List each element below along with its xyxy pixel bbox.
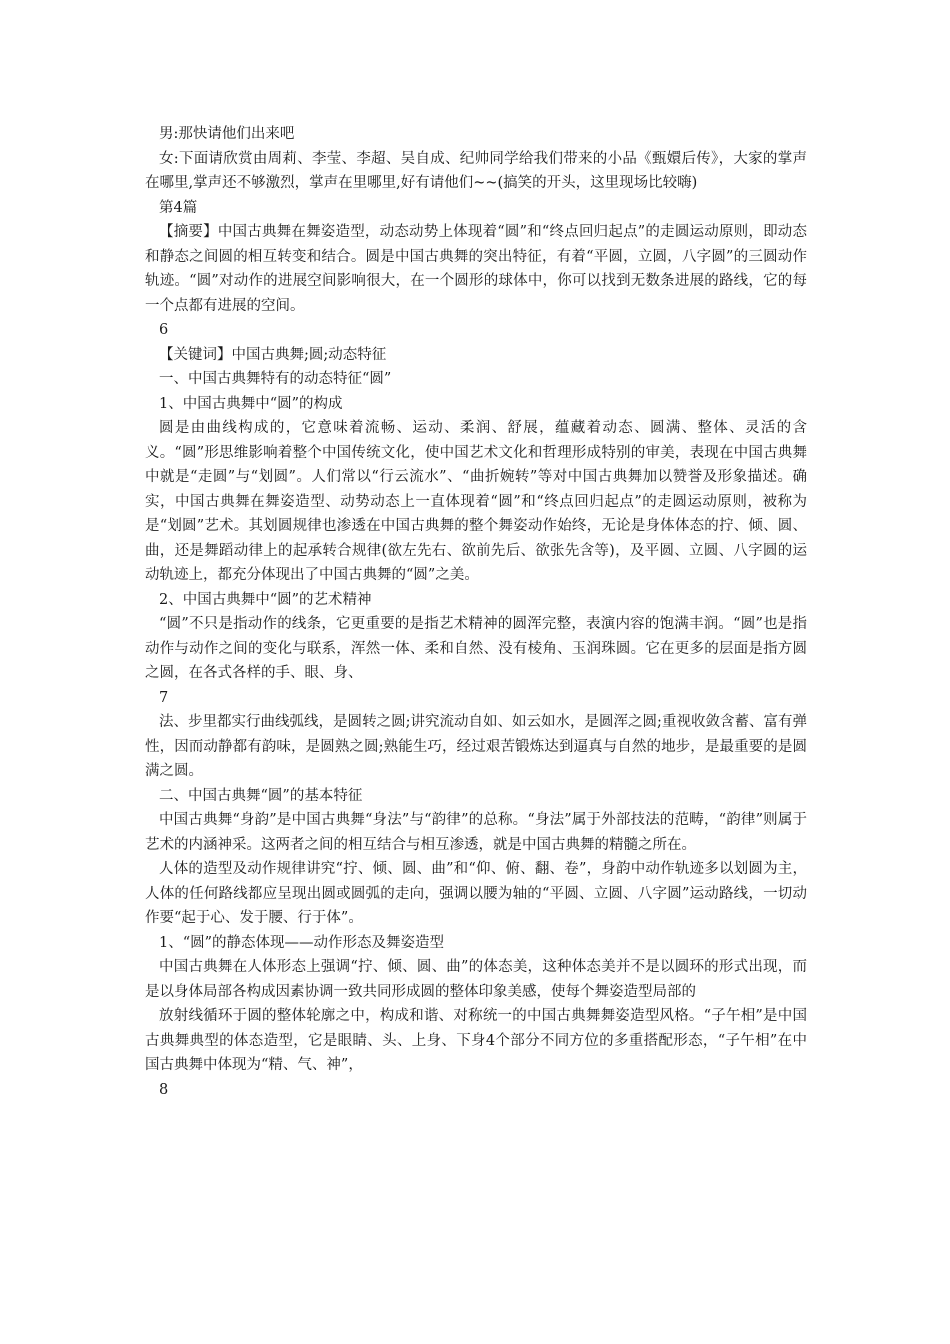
- subsection-heading: 1、“圆”的静态体现——动作形态及舞姿造型: [159, 934, 445, 951]
- dialogue-line: 男:那快请他们出来吧: [159, 126, 295, 142]
- keywords-line: 【关键词】中国古典舞;圆;动态特征: [159, 346, 387, 363]
- section-heading: 第4篇: [159, 199, 198, 216]
- subsection-heading: 2、中国古典舞中“圆”的艺术精神: [159, 591, 372, 608]
- page-number: 7: [159, 689, 169, 706]
- body-paragraph: 放射线循环于圆的整体轮廓之中，构成和谐、对称统一的中国古典舞舞姿造型风格。“子午相”是中国古典舞典型的体态造型，它是眼睛、头、上身、下身4个部分不同方位的多重搭配形态，“子午相”在中国古典舞中体现为“精、气、神”，: [145, 1008, 807, 1073]
- body-paragraph: 圆是由曲线构成的，它意味着流畅、运动、柔润、舒展，蕴藏着动态、圆满、整体、灵活的含义。“圆”形思维影响着整个中国传统文化，使中国艺术文化和哲理形成特别的审美，表现在中国古典舞中就是“走圆”与“划圆”。人们常以“行云流水”、“曲折婉转”等对中国古典舞加以赞誉及形象描述。确实，中国古典舞在舞姿造型、动势动态上一直体现着“圆”和“终点回归起点”的走圆运动原则，被称为是“划圆”艺术。其划圆规律也渗透在中国古典舞的整个舞姿动作始终，无论是身体体态的拧、倾、圆、曲，还是舞蹈动律上的起承转合规律(欲左先右、欲前先后、欲张先含等)，及平圆、立圆、八字圆的运动轨迹上，都充分体现出了中国古典舞的“圆”之美。: [145, 420, 807, 583]
- body-paragraph: 法、步里都实行曲线弧线，是圆转之圆;讲究流动自如、如云如水，是圆浑之圆;重视收敛含蓄、富有弹性，因而动静都有韵味，是圆熟之圆;熟能生巧，经过艰苦锻炼达到逼真与自然的地步，是最重要的是圆满之圆。: [145, 714, 807, 779]
- section-heading: 二、中国古典舞“圆”的基本特征: [159, 787, 363, 804]
- subsection-heading: 1、中国古典舞中“圆”的构成: [159, 395, 343, 412]
- dialogue-line: 女:下面请欣赏由周莉、李莹、李超、吴自成、纪帅同学给我们带来的小品《甄嬛后传》，大家的掌声在哪里,掌声还不够激烈，掌声在里哪里,好有请他们~~(搞笑的开头，这里现场比较嗨): [145, 150, 807, 191]
- body-paragraph: 人体的造型及动作规律讲究“拧、倾、圆、曲”和“仰、俯、翻、卷”，身韵中动作轨迹多以划圆为主，人体的任何路线都应呈现出圆或圆弧的走向，强调以腰为轴的“平圆、立圆、八字圆”运动路线，一切动作要“起于心、发于腰、行于体”。: [145, 861, 807, 926]
- document-body: [145, 122, 807, 1102]
- page-number: 8: [159, 1081, 169, 1098]
- body-paragraph: 中国古典舞“身韵”是中国古典舞“身法”与“韵律”的总称。“身法”属于外部技法的范畴，“韵律”则属于艺术的内涵神采。这两者之间的相互结合与相互渗透，就是中国古典舞的精髓之所在。: [145, 812, 807, 853]
- body-paragraph: 中国古典舞在人体形态上强调“拧、倾、圆、曲”的体态美，这种体态美并不是以圆环的形式出现，而是以身体局部各构成因素协调一致共同形成圆的整体印象美感，使每个舞姿造型局部的: [145, 959, 807, 1000]
- abstract-paragraph: 【摘要】中国古典舞在舞姿造型，动态动势上体现着“圆”和“终点回归起点”的走圆运动原则，即动态和静态之间圆的相互转变和结合。圆是中国古典舞的突出特征，有着“平圆，立圆，八字圆”的三圆动作轨迹。“圆”对动作的进展空间影响很大，在一个圆形的球体中，你可以找到无数条进展的路线，它的每一个点都有进展的空间。: [145, 224, 807, 314]
- body-paragraph: “圆”不只是指动作的线条，它更重要的是指艺术精神的圆浑完整，表演内容的饱满丰润。“圆”也是指动作与动作之间的变化与联系，浑然一体、柔和自然、没有棱角、玉润珠圆。它在更多的层面是指方圆之圆，在各式各样的手、眼、身、: [145, 616, 807, 681]
- page-number: 6: [159, 322, 169, 338]
- section-heading: 一、中国古典舞特有的动态特征“圆”: [159, 371, 392, 387]
